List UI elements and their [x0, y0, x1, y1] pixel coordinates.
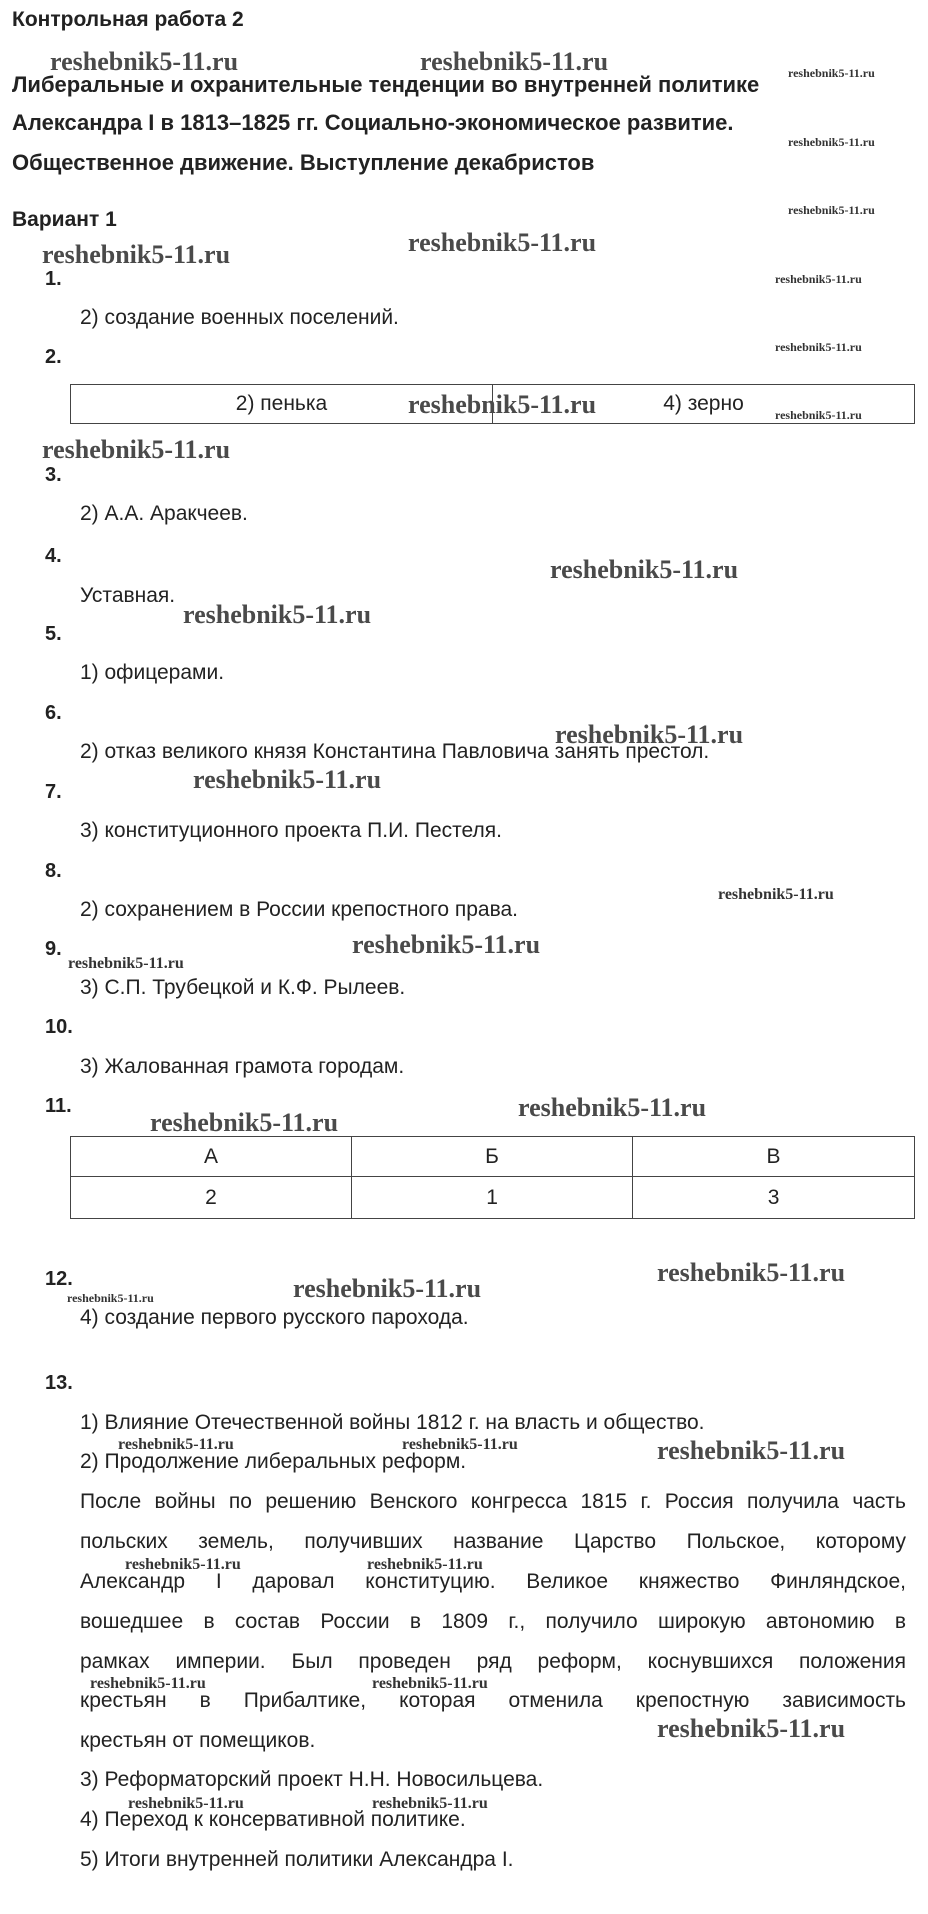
watermark: reshebnik5-11.ru — [193, 765, 382, 794]
answer-text: Уставная. — [80, 584, 176, 607]
watermark: reshebnik5-11.ru — [408, 228, 597, 257]
answer-paragraph-line: рамках империи. Был проведен ряд реформ, коснувшихся положения — [80, 1650, 906, 1673]
answer-table-q11 — [70, 1136, 915, 1219]
question-number: 3. — [45, 464, 62, 486]
table-header-cell: Б — [352, 1137, 633, 1177]
answer-text: 1) офицерами. — [80, 661, 225, 684]
watermark: reshebnik5-11.ru — [555, 720, 744, 749]
table-header-cell: В — [633, 1137, 915, 1177]
answer-paragraph-line: вошедшее в состав России в 1809 г., получило широкую автономию в — [80, 1610, 906, 1633]
table-cell: 2) пенька — [71, 385, 493, 424]
watermark: reshebnik5-11.ru — [788, 135, 875, 149]
answer-text: 2) отказ великого князя Константина Павловича занять престол. — [80, 740, 710, 763]
watermark: reshebnik5-11.ru — [293, 1274, 482, 1303]
topic-line-3: Общественное движение. Выступление декабристов — [12, 150, 595, 175]
variant-heading: Вариант 1 — [12, 208, 117, 231]
watermark: reshebnik5-11.ru — [402, 1436, 518, 1453]
watermark: reshebnik5-11.ru — [788, 203, 875, 217]
answer-text: 2) создание военных поселений. — [80, 306, 399, 329]
watermark: reshebnik5-11.ru — [657, 1714, 846, 1743]
topic-line-2: Александра I в 1813–1825 гг. Социально-экономическое развитие. — [12, 110, 734, 135]
question-number: 5. — [45, 623, 62, 645]
watermark: reshebnik5-11.ru — [68, 955, 184, 972]
answer-paragraph-line: крестьян в Прибалтике, которая отменила крепостную зависимость — [80, 1689, 906, 1712]
table-cell: 4) зерно — [493, 385, 915, 424]
watermark: reshebnik5-11.ru — [718, 886, 834, 903]
watermark: reshebnik5-11.ru — [372, 1675, 488, 1692]
answer-paragraph-line: Александр I даровал конституцию. Великое княжество Финляндское, — [80, 1570, 906, 1593]
question-number: 12. — [45, 1268, 73, 1290]
question-number: 9. — [45, 938, 62, 960]
topic-line-1: Либеральные и охранительные тенденции во внутренней политике — [12, 72, 760, 97]
work-title: Контрольная работа 2 — [12, 8, 244, 31]
answer-text: 2) сохранением в России крепостного права. — [80, 898, 519, 921]
watermark: reshebnik5-11.ru — [42, 240, 231, 269]
watermark: reshebnik5-11.ru — [183, 600, 372, 629]
answer-text: 2) А.А. Аракчеев. — [80, 502, 248, 525]
answer-point: 1) Влияние Отечественной войны 1812 г. на власть и общество. — [80, 1411, 705, 1434]
question-number: 13. — [45, 1372, 73, 1394]
answer-point: 4) Переход к консервативной политике. — [80, 1808, 466, 1831]
question-number: 8. — [45, 860, 62, 882]
watermark: reshebnik5-11.ru — [150, 1108, 339, 1137]
watermark: reshebnik5-11.ru — [67, 1291, 154, 1305]
answer-text: 3) Жалованная грамота городам. — [80, 1055, 405, 1078]
answer-point: 5) Итоги внутренней политики Александра I. — [80, 1848, 514, 1871]
watermark: reshebnik5-11.ru — [788, 66, 875, 80]
answer-point: 3) Реформаторский проект Н.Н. Новосильцева. — [80, 1768, 544, 1791]
watermark: reshebnik5-11.ru — [50, 47, 239, 76]
question-number: 7. — [45, 781, 62, 803]
watermark: reshebnik5-11.ru — [518, 1093, 707, 1122]
answer-paragraph-line: крестьян от помещиков. — [80, 1729, 316, 1752]
watermark: reshebnik5-11.ru — [352, 930, 541, 959]
watermark: reshebnik5-11.ru — [367, 1556, 483, 1573]
watermark: reshebnik5-11.ru — [42, 435, 231, 464]
watermark: reshebnik5-11.ru — [775, 272, 862, 286]
answer-text: 4) создание первого русского парохода. — [80, 1306, 469, 1329]
watermark: reshebnik5-11.ru — [657, 1258, 846, 1287]
table-header-cell: А — [71, 1137, 352, 1177]
watermark: reshebnik5-11.ru — [550, 555, 739, 584]
watermark: reshebnik5-11.ru — [118, 1436, 234, 1453]
table-cell: 1 — [352, 1177, 633, 1219]
question-number: 10. — [45, 1016, 73, 1038]
answer-text: 3) С.П. Трубецкой и К.Ф. Рылеев. — [80, 976, 406, 999]
question-number: 11. — [45, 1095, 72, 1117]
table-cell: 3 — [633, 1177, 915, 1219]
watermark: reshebnik5-11.ru — [125, 1556, 241, 1573]
watermark: reshebnik5-11.ru — [90, 1675, 206, 1692]
answer-paragraph-line: После войны по решению Венского конгресса 1815 г. Россия получила часть — [80, 1490, 906, 1513]
watermark: reshebnik5-11.ru — [408, 390, 597, 419]
question-number: 2. — [45, 346, 62, 368]
watermark: reshebnik5-11.ru — [775, 340, 862, 354]
watermark: reshebnik5-11.ru — [657, 1436, 846, 1465]
question-number: 4. — [45, 545, 62, 567]
watermark: reshebnik5-11.ru — [372, 1795, 488, 1812]
question-number: 1. — [45, 268, 62, 290]
answer-paragraph-line: польских земель, получивших название Царство Польское, которому — [80, 1530, 906, 1553]
answer-text: 3) конституционного проекта П.И. Пестеля. — [80, 819, 502, 842]
watermark: reshebnik5-11.ru — [420, 47, 609, 76]
question-number: 6. — [45, 702, 62, 724]
answer-point: 2) Продолжение либеральных реформ. — [80, 1450, 467, 1473]
watermark: reshebnik5-11.ru — [775, 408, 862, 422]
watermark: reshebnik5-11.ru — [128, 1795, 244, 1812]
table-cell: 2 — [71, 1177, 352, 1219]
